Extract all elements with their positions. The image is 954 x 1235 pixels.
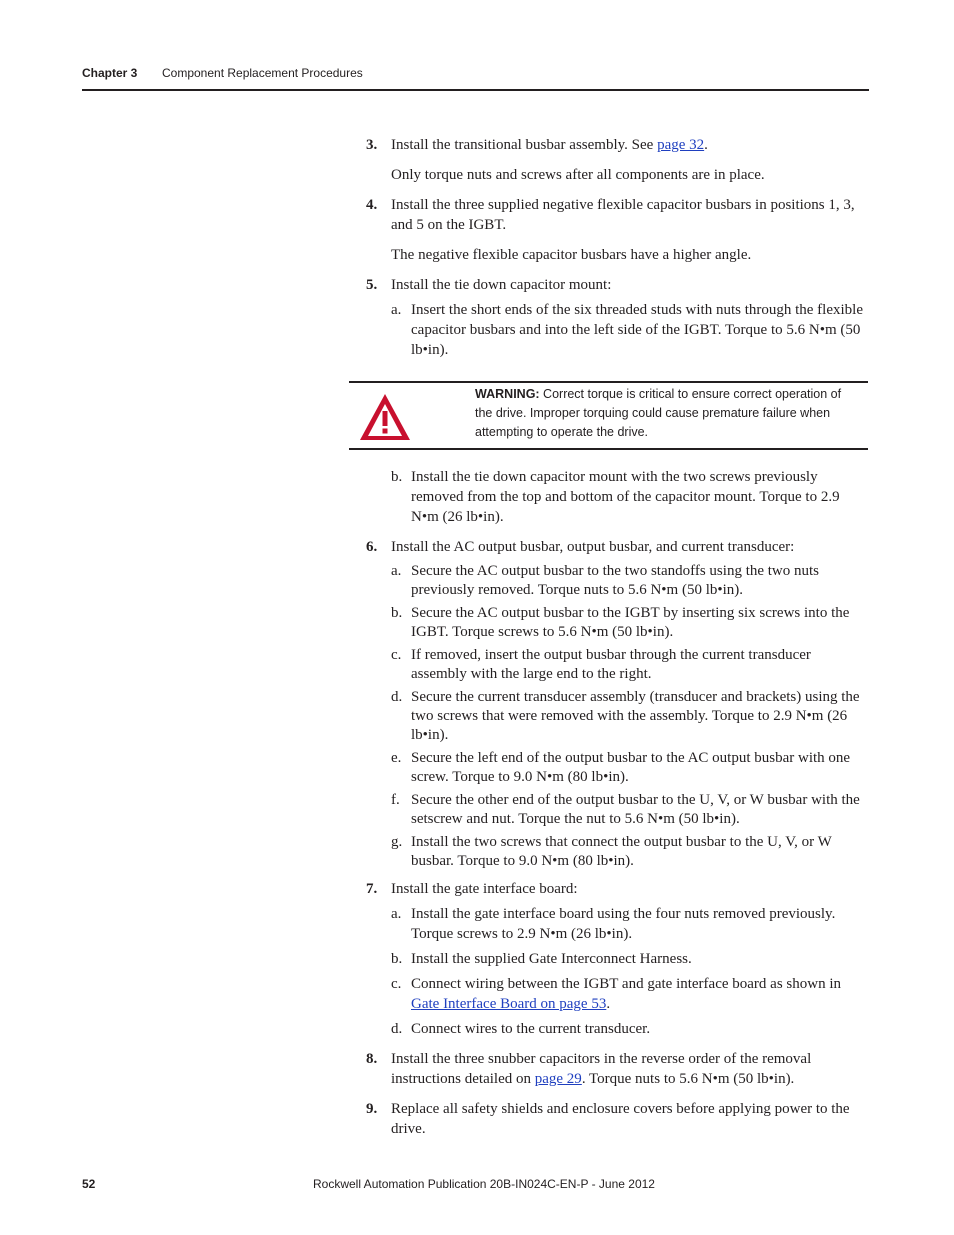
substep-6c: [366, 646, 868, 684]
step-text: Install the three snubber capacitors in the reverse order of the removal instructions detailed on: [391, 1051, 812, 1087]
substep-letter: a.: [391, 563, 402, 579]
substep-letter: g.: [391, 834, 403, 850]
page-number: 52: [82, 1177, 96, 1191]
substep-text: Insert the short ends of the six threaded studs with nuts through the flexible capacitor busbars and into the left side of the IGBT. Torque to 5.6 N•m (50 lb•in).: [411, 302, 863, 358]
gate-interface-board-link[interactable]: Gate Interface Board on page 53: [411, 996, 607, 1012]
substep-text: Secure the other end of the output busbar to the U, V, or W busbar with the setscrew and nut. Torque the nut to 5.6 N•m (50 lb•in).: [411, 792, 860, 827]
page-32-link[interactable]: page 32: [657, 137, 705, 153]
substep-text: Install the two screws that connect the output busbar to the U, V, or W busbar. Torque to 9.0 N•m (80 lb•in).: [411, 834, 832, 869]
substep-letter: f.: [391, 792, 400, 808]
substep-7b: [366, 949, 868, 969]
substep-5a: [366, 300, 868, 360]
step-8: [366, 1049, 868, 1089]
substep-letter: c.: [391, 976, 402, 992]
substep-6f: [366, 791, 868, 829]
step-6: [366, 537, 868, 557]
step-number: 8.: [366, 1051, 378, 1067]
step-4-note: The negative flexible capacitor busbars have a higher angle.: [391, 247, 752, 263]
warning-text: [475, 385, 860, 442]
substep-7a: [366, 904, 868, 944]
step-9: [366, 1099, 868, 1139]
step-text: Install the transitional busbar assembly. See: [391, 137, 658, 153]
procedure-part-1: [366, 135, 868, 364]
substep-letter: a.: [391, 302, 402, 318]
substep-text: Secure the current transducer assembly (transducer and brackets) using the two screws that were removed with the assembly. Torque to 2.9 N•m (26 lb•in).: [411, 689, 860, 743]
step-3: [366, 135, 868, 155]
step-number: 3.: [366, 137, 378, 153]
step-number: 6.: [366, 539, 378, 555]
chapter-title: Component Replacement Procedures: [162, 66, 363, 80]
substep-5b: [366, 467, 868, 527]
step-text: Install the gate interface board:: [391, 881, 578, 897]
header-rule: [82, 89, 869, 91]
chapter-label: Chapter 3: [82, 66, 138, 80]
substep-letter: b.: [391, 469, 403, 485]
substep-text: Secure the AC output busbar to the IGBT by inserting six screws into the IGBT. Torque screws to 5.6 N•m (50 lb•in).: [411, 605, 850, 640]
step-number: 7.: [366, 881, 378, 897]
publication-info: Rockwell Automation Publication 20B-IN024C-EN-P - June 2012: [313, 1177, 655, 1191]
substep-text: Secure the left end of the output busbar to the AC output busbar with one screw. Torque to 9.0 N•m (80 lb•in).: [411, 750, 851, 785]
step-3-note: Only torque nuts and screws after all components are in place.: [391, 167, 765, 183]
substep-6d: [366, 688, 868, 745]
warning-message: Correct torque is critical to ensure correct operation of the drive. Improper torquing could cause premature failure when attempting to operate the drive.: [475, 387, 842, 439]
substep-text: Install the gate interface board using the four nuts removed previously. Torque screws to 2.9 N•m (26 lb•in).: [411, 906, 836, 942]
step-5: [366, 275, 868, 295]
step-4: [366, 195, 868, 235]
step-number: 4.: [366, 197, 378, 213]
procedure-part-2: [366, 467, 868, 1149]
step-7: [366, 879, 868, 899]
substep-text: If removed, insert the output busbar through the current transducer assembly with the large end to the right.: [411, 647, 811, 682]
substep-7d: [366, 1019, 868, 1039]
substep-text: Connect wiring between the IGBT and gate interface board as shown in: [411, 976, 842, 992]
step-text-end: .: [704, 137, 708, 153]
step-text: Install the three supplied negative flexible capacitor busbars in positions 1, 3, and 5 on the IGBT.: [391, 197, 855, 233]
step-text: Install the tie down capacitor mount:: [391, 277, 612, 293]
warning-label: WARNING:: [475, 387, 540, 401]
step-number: 9.: [366, 1101, 378, 1117]
step-text: Install the AC output busbar, output busbar, and current transducer:: [391, 539, 795, 555]
substep-text: Install the tie down capacitor mount with the two screws previously removed from the top and bottom of the capacitor mount. Torque to 2.9 N•m (26 lb•in).: [411, 469, 840, 525]
warning-triangle-icon: [357, 391, 413, 443]
step-text: Replace all safety shields and enclosure covers before applying power to the drive.: [391, 1101, 850, 1137]
substep-text: Install the supplied Gate Interconnect Harness.: [411, 951, 692, 967]
substep-letter: d.: [391, 1021, 403, 1037]
substep-text: Connect wires to the current transducer.: [411, 1021, 651, 1037]
substep-6g: [366, 833, 868, 871]
substep-letter: b.: [391, 605, 403, 621]
substep-letter: a.: [391, 906, 402, 922]
step-text-end: . Torque nuts to 5.6 N•m (50 lb•in).: [581, 1071, 795, 1087]
substep-6a: [366, 562, 868, 600]
substep-6e: [366, 749, 868, 787]
substep-letter: d.: [391, 689, 403, 705]
substep-letter: c.: [391, 647, 402, 663]
substep-letter: e.: [391, 750, 402, 766]
substep-7c: [366, 974, 868, 1014]
warning-box: [349, 381, 868, 450]
step-number: 5.: [366, 277, 378, 293]
substep-text-end: .: [606, 996, 611, 1012]
substep-text: Secure the AC output busbar to the two standoffs using the two nuts previously removed. Torque nuts to 5.6 N•m (50 lb•in).: [411, 563, 820, 598]
substep-6b: [366, 604, 868, 642]
page-29-link[interactable]: page 29: [534, 1071, 582, 1087]
substep-letter: b.: [391, 951, 403, 967]
